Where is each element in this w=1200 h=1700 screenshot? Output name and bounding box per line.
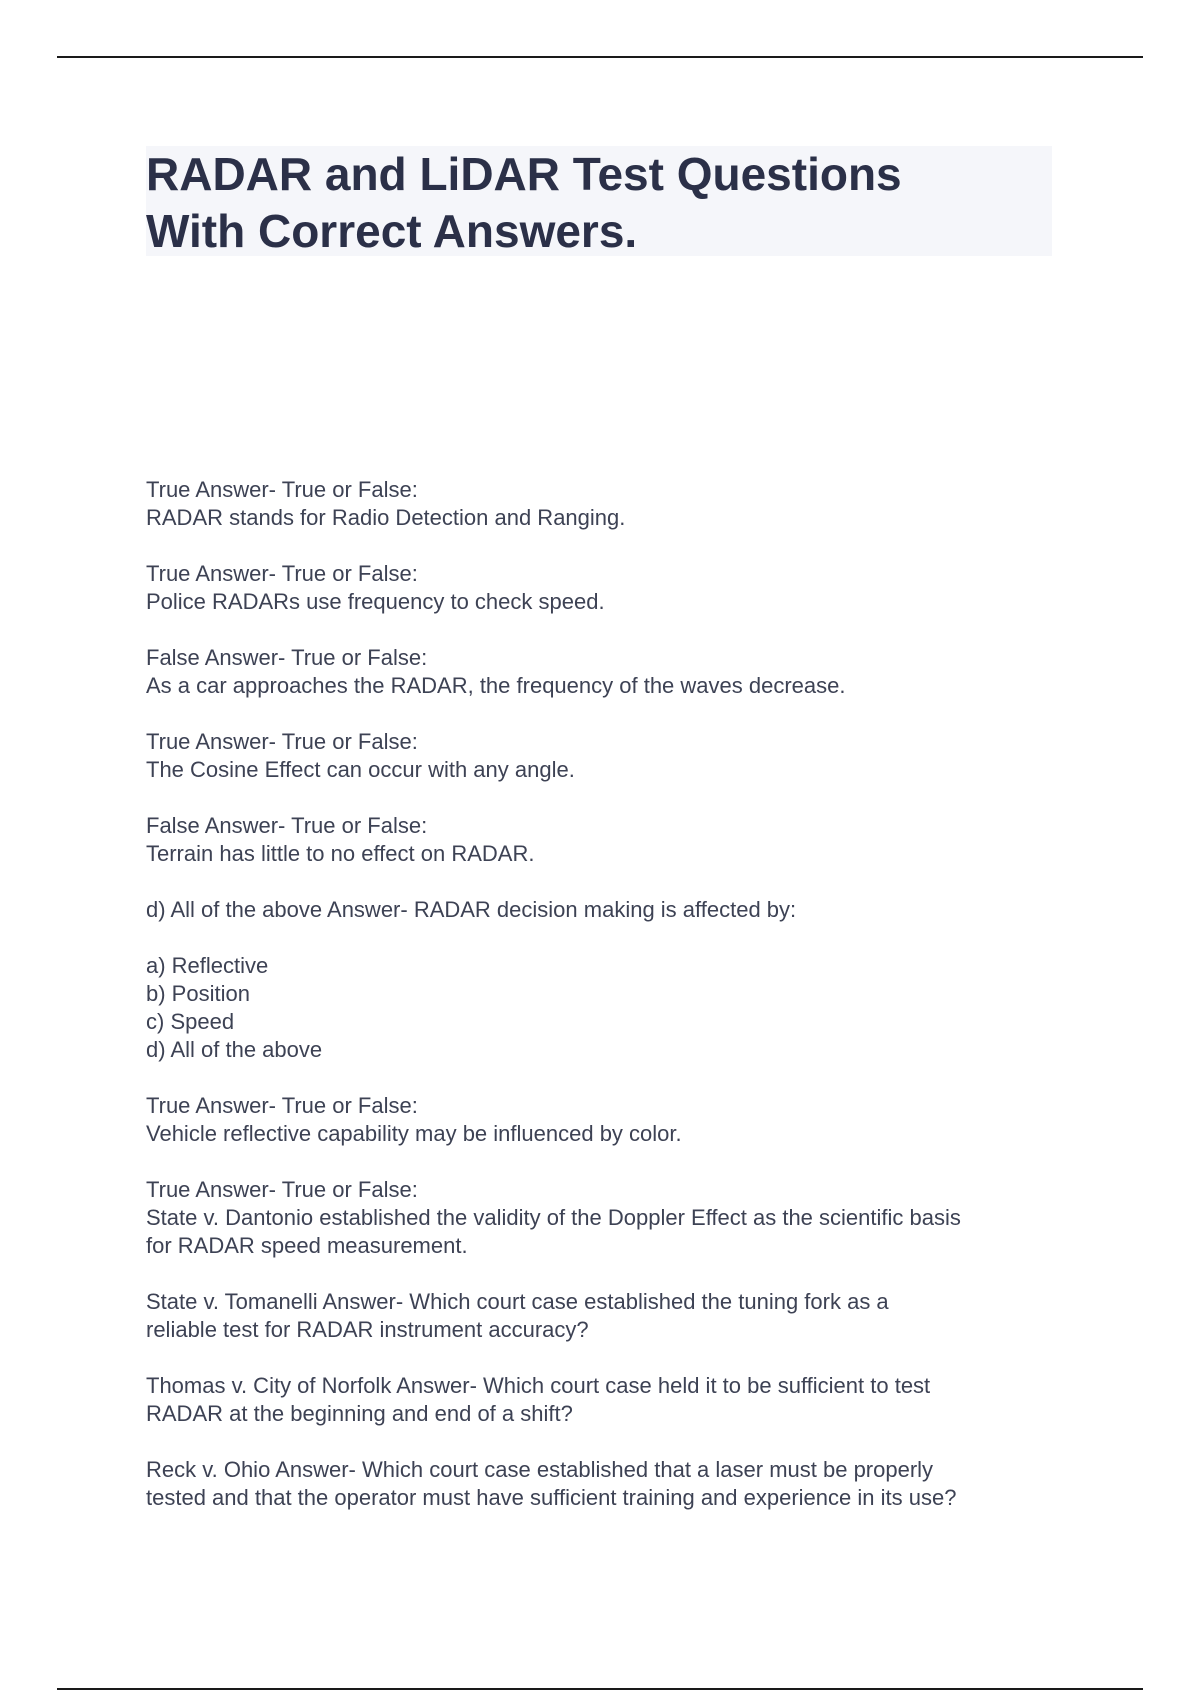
qa-item-1: [146, 476, 1066, 532]
question-line: As a car approaches the RADAR, the frequency of the waves decrease.: [146, 673, 846, 698]
question-line: Police RADARs use frequency to check speed.: [146, 589, 605, 614]
question-line: RADAR at the beginning and end of a shift?: [146, 1401, 573, 1426]
option-line: b) Position: [146, 981, 250, 1006]
option-line: d) All of the above: [146, 1037, 323, 1062]
answer-line: State v. Tomanelli Answer- Which court case established the tuning fork as a: [146, 1289, 889, 1314]
answer-line: False Answer- True or False:: [146, 645, 428, 670]
document-title: RADAR and LiDAR Test Questions With Correct Answers.: [146, 148, 902, 257]
spacer: [146, 924, 1066, 952]
question-line: reliable test for RADAR instrument accuracy?: [146, 1317, 589, 1342]
question-line: for RADAR speed measurement.: [146, 1233, 468, 1258]
qa-item-9: [146, 1288, 1066, 1344]
qa-item-10: [146, 1372, 1066, 1428]
question-line: Vehicle reflective capability may be influenced by color.: [146, 1121, 682, 1146]
answer-line: True Answer- True or False:: [146, 477, 418, 502]
answer-line: True Answer- True or False:: [146, 1177, 418, 1202]
option-line: c) Speed: [146, 1009, 235, 1034]
option-line: a) Reflective: [146, 953, 269, 978]
qa-item-2: [146, 560, 1066, 616]
qa-item-7: [146, 1092, 1066, 1148]
qa-item-6: [146, 896, 1066, 1064]
question-line: State v. Dantonio established the validity of the Doppler Effect as the scientific basis: [146, 1205, 961, 1230]
question-line: RADAR stands for Radio Detection and Ranging.: [146, 505, 626, 530]
answer-line: Thomas v. City of Norfolk Answer- Which court case held it to be sufficient to test: [146, 1373, 931, 1398]
answer-line: False Answer- True or False:: [146, 813, 428, 838]
answer-line: True Answer- True or False:: [146, 1093, 418, 1118]
question-line: The Cosine Effect can occur with any angle.: [146, 757, 575, 782]
answer-line: True Answer- True or False:: [146, 561, 418, 586]
question-line: Terrain has little to no effect on RADAR.: [146, 841, 535, 866]
qa-item-11: [146, 1456, 1066, 1512]
question-line: tested and that the operator must have sufficient training and experience in its use?: [146, 1485, 957, 1510]
qa-item-3: [146, 644, 1066, 700]
bottom-rule: [57, 1688, 1143, 1690]
answer-line: Reck v. Ohio Answer- Which court case established that a laser must be properly: [146, 1457, 934, 1482]
top-rule: [57, 56, 1143, 58]
answer-line: d) All of the above Answer- RADAR decision making is affected by:: [146, 897, 797, 922]
qa-item-8: [146, 1176, 1066, 1260]
question-list: [146, 476, 1066, 1540]
qa-item-4: [146, 728, 1066, 784]
qa-item-5: [146, 812, 1066, 868]
answer-line: True Answer- True or False:: [146, 729, 418, 754]
